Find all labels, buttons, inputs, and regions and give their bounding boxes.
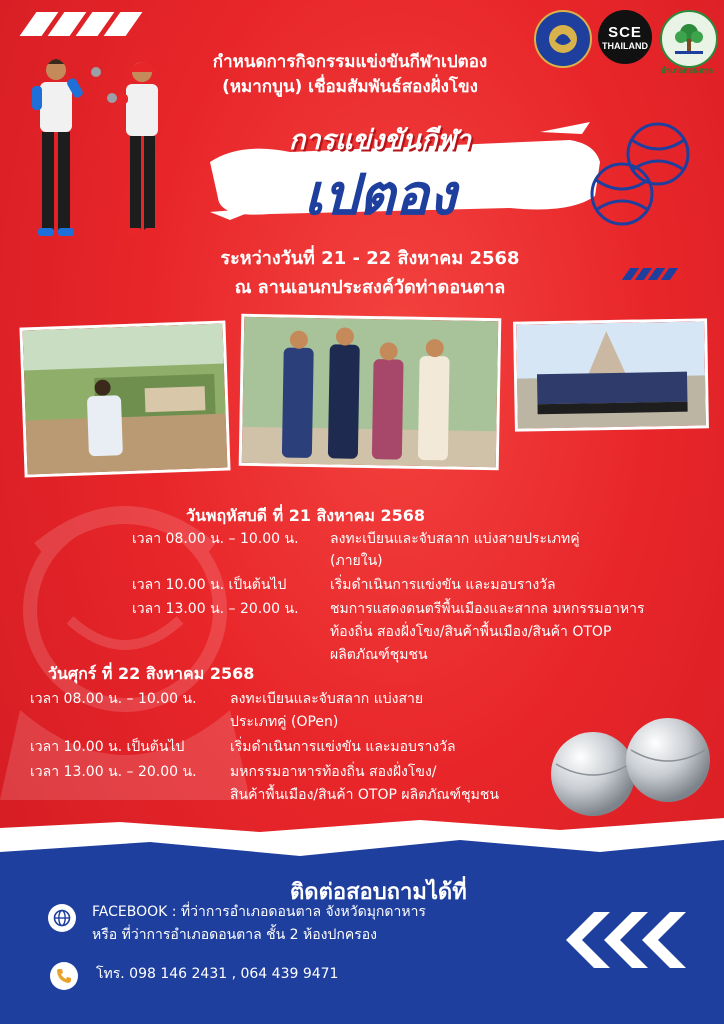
chevron-left-icon (566, 912, 686, 968)
decor-stripes (28, 12, 134, 36)
logo2-text-main: SCE (608, 23, 642, 41)
venue-line: ณ ลานเอนกประสงค์วัดท่าดอนตาล (234, 277, 506, 298)
photo-officials (239, 314, 502, 471)
day2-item2-time: เวลา 10.00 น. เป็นต้นไป (30, 739, 185, 755)
title-competition: การแข่งขันกีฬา (289, 125, 471, 156)
day1-item2-line1: เริ่มดำเนินการแข่งขัน และมอบรางวัล (330, 577, 556, 593)
day2-schedule (30, 688, 550, 808)
day2-item3-line1: มหกรรมอาหารท้องถิ่น สองฝั่งโขง/ (230, 764, 437, 780)
day2-item1-line1: ลงทะเบียนและจับสลาก แบ่งสาย (230, 691, 424, 707)
heading-line-1: กำหนดการกิจกรรมแข่งขันกีฬาเปตอง (212, 52, 488, 72)
day2-heading: วันศุกร์ ที่ 22 สิงหาคม 2568 (48, 664, 255, 683)
logo2-text-sub: THAILAND (602, 40, 648, 51)
day1-item3-line1: ชมการแสดงดนตรีพื้นเมืองและสากล มหกรรมอาหาร (330, 601, 645, 617)
petanque-balls-outline (588, 118, 698, 228)
day1-heading: วันพฤหัสบดี ที่ 21 สิงหาคม 2568 (186, 506, 425, 525)
day2-item1-time: เวลา 08.00 น. – 10.00 น. (30, 691, 197, 707)
phone-numbers[interactable]: โทร. 098 146 2431 , 064 439 9471 (96, 966, 339, 982)
sce-thailand-logo (598, 10, 652, 64)
district-logo (660, 10, 718, 68)
date-line: ระหว่างวันที่ 21 - 22 สิงหาคม 2568 (220, 248, 520, 269)
heading-line-2: (หมากบูน) เชื่อมสัมพันธ์สองฝั่งโขง (222, 77, 478, 97)
day1-item3-time: เวลา 13.00 น. – 20.00 น. (132, 601, 299, 617)
photo-players (19, 320, 230, 477)
event-heading (200, 50, 500, 100)
silver-petanque-balls (548, 710, 718, 820)
day1-schedule (132, 528, 692, 663)
day2-item3-line2: สินค้าพื้นเมือง/สินค้า OTOP ผลิตภัณฑ์ชุมชน (230, 787, 499, 803)
day1-item2-time: เวลา 10.00 น. เป็นต้นไป (132, 577, 287, 593)
facebook-line-1[interactable]: FACEBOOK : ที่ว่าการอำเภอดอนตาล จังหวัดมุกดาหาร (92, 904, 426, 920)
day2-item2-line1: เริ่มดำเนินการแข่งขัน และมอบรางวัล (230, 739, 456, 755)
globe-icon (48, 904, 76, 932)
day2-item1-line2: ประเภทคู่ (OPen) (230, 714, 339, 730)
day2-item3-time: เวลา 13.00 น. – 20.00 น. (30, 764, 197, 780)
day1-item1-line1: ลงทะเบียนและจับสลาก แบ่งสายประเภทคู่ (330, 531, 580, 547)
facebook-line-2: หรือ ที่ว่าการอำเภอดอนตาล ชั้น 2 ห้องปกครอง (92, 927, 378, 943)
decor-stripes-small (626, 268, 674, 280)
district-logo-label: อำเภอดอนตาล (660, 66, 714, 75)
photo-group (513, 318, 709, 431)
event-dates (180, 244, 560, 302)
title-petanque: เปตอง (303, 163, 457, 228)
day1-item3-line2: ท้องถิ่น สองฝั่งโขง/สินค้าพื้นเมือง/สินค้า OTOP (330, 624, 612, 640)
players-illustration (26, 56, 186, 246)
government-logo (534, 10, 592, 68)
contact-title: ติดต่อสอบถามได้ที่ (290, 880, 467, 905)
day1-item1-line2: (ภายใน) (330, 553, 383, 569)
phone-icon (50, 962, 78, 990)
day1-item3-line3: ผลิตภัณฑ์ชุมชน (330, 647, 428, 663)
day1-item1-time: เวลา 08.00 น. – 10.00 น. (132, 531, 299, 547)
